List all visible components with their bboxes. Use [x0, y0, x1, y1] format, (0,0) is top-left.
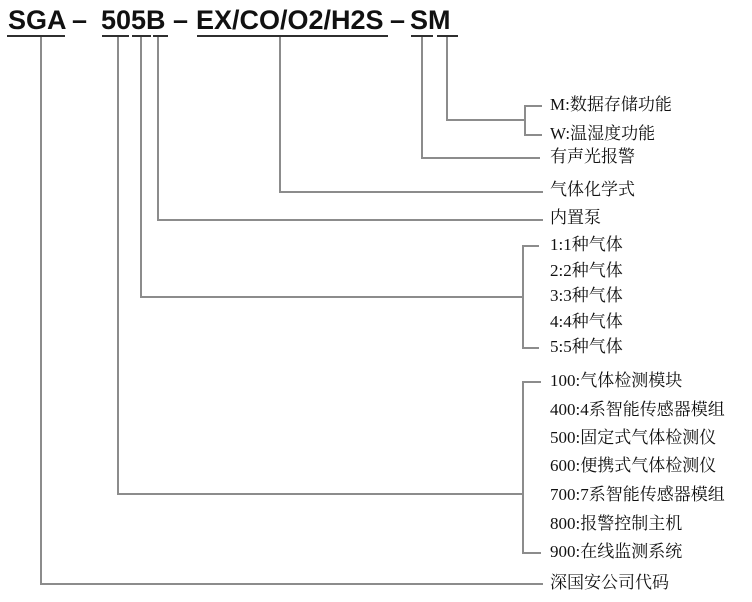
label-gas-count-3: 3:3种气体: [550, 286, 623, 305]
connector-series-horizontal: [117, 493, 524, 495]
connector-series-vertical: [117, 37, 119, 495]
label-company-code: 深国安公司代码: [550, 573, 669, 592]
title-dash-1: –: [72, 5, 88, 35]
label-gas-formula: 气体化学式: [550, 180, 635, 199]
title-dash-3: –: [390, 5, 406, 35]
bracket-gascount-bottom-stub: [522, 347, 539, 349]
label-gas-count-5: 5:5种气体: [550, 337, 623, 356]
label-series-600: 600:便携式气体检测仪: [550, 456, 717, 475]
connector-pump-vertical: [157, 37, 159, 221]
label-gas-count-2: 2:2种气体: [550, 261, 623, 280]
connector-alarm-horizontal: [421, 157, 540, 159]
underline-gaslist: [197, 35, 388, 37]
title-dash-2: –: [173, 5, 189, 35]
label-builtin-pump: 内置泵: [550, 208, 601, 227]
underline-pump: [153, 35, 168, 37]
label-series-900: 900:在线监测系统: [550, 542, 683, 561]
label-gas-count-1: 1:1种气体: [550, 235, 623, 254]
connector-gascount-vertical: [140, 37, 142, 298]
underline-sga: [7, 35, 65, 37]
connector-alarm-vertical: [421, 37, 423, 159]
connector-sga-vertical: [40, 37, 42, 585]
label-series-100: 100:气体检测模块: [550, 371, 683, 390]
label-m-option: M:数据存储功能: [550, 95, 672, 114]
label-series-500: 500:固定式气体检测仪: [550, 428, 717, 447]
bracket-series-top-stub: [522, 381, 541, 383]
label-gas-count-4: 4:4种气体: [550, 312, 623, 331]
connector-pump-horizontal: [157, 219, 543, 221]
bracket-gascount-vertical: [522, 245, 524, 349]
label-series-800: 800:报警控制主机: [550, 514, 683, 533]
underline-series: [102, 35, 129, 37]
title-model: 505B: [101, 5, 166, 35]
bracket-mw-vertical: [524, 105, 526, 136]
bracket-series-bottom-stub: [522, 552, 541, 554]
connector-gascount-horizontal: [140, 296, 524, 298]
title-company-code: SGA: [8, 5, 67, 35]
bracket-mw-top-stub: [524, 105, 542, 107]
label-series-700: 700:7系智能传感器模组: [550, 485, 725, 504]
label-series-400: 400:4系智能传感器模组: [550, 400, 725, 419]
connector-company-horizontal: [40, 583, 543, 585]
label-w-option: W:温湿度功能: [550, 124, 656, 143]
connector-mw-horizontal: [446, 119, 526, 121]
bracket-gascount-top-stub: [522, 245, 539, 247]
title-function-suffix: SM: [410, 5, 451, 35]
connector-mw-vertical: [446, 37, 448, 121]
bracket-mw-bottom-stub: [524, 134, 542, 136]
connector-gaslist-vertical: [279, 37, 281, 193]
label-alarm: 有声光报警: [550, 147, 635, 166]
bracket-series-vertical: [522, 381, 524, 554]
connector-gaslist-horizontal: [279, 191, 543, 193]
title-gas-list: EX/CO/O2/H2S: [196, 5, 384, 35]
